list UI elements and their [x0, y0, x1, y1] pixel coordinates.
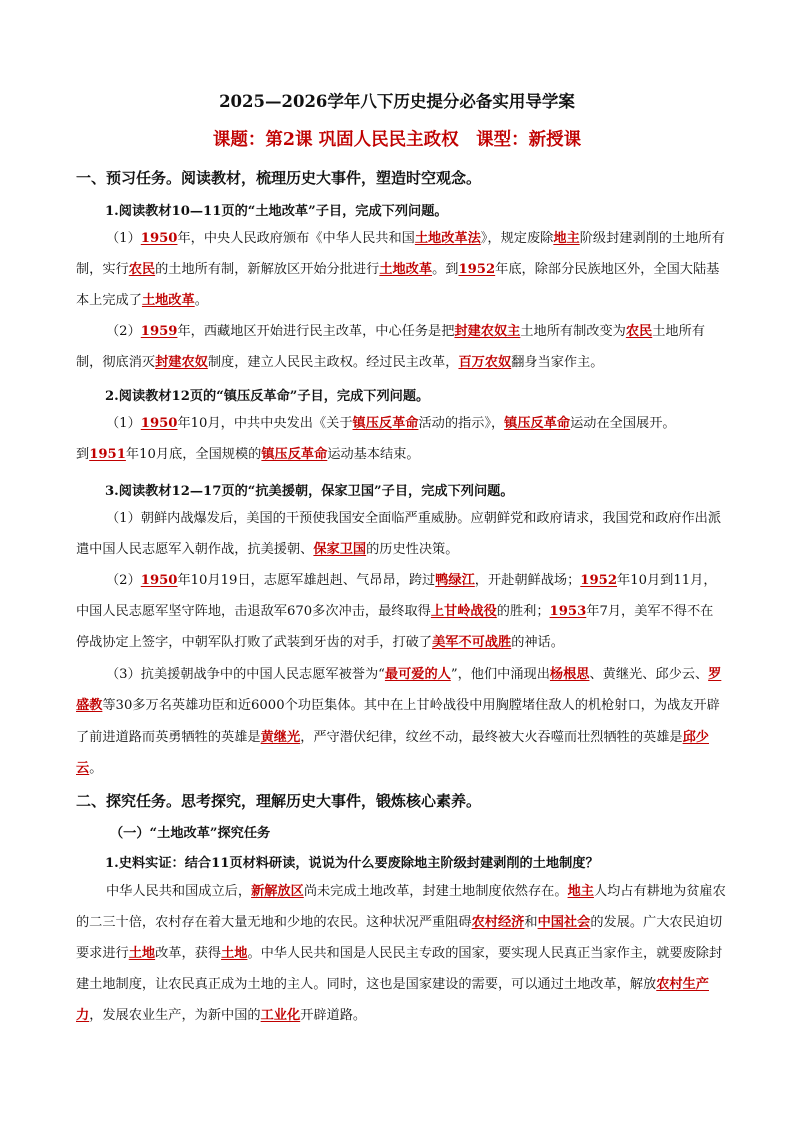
paragraph-korean-war-battles	[76, 565, 726, 658]
paragraph-text: ，严守潜伏纪律，纹丝不动，最终被大火吞噬而壮烈牺牲的英雄是	[300, 729, 683, 745]
answer-text: 中国社会	[537, 915, 591, 930]
paragraph-text: 年10月，中共中央发出《关于	[177, 416, 353, 431]
answer-text: 封建农奴主	[454, 324, 521, 339]
paragraph-text: 年10月19日，志愿军雄赳赳、气昂昂，跨过	[177, 573, 436, 588]
subsection-land-reform-inquiry: （一）“土地改革”探究任务	[110, 826, 271, 841]
document-title: 2025—2026学年八下历史提分必备实用导学案	[219, 92, 575, 111]
paragraph-text: 的土地所有制，新解放区开始分批进行	[155, 262, 380, 277]
paragraph-text: 制度，建立人民民主政权。经过民主改革，	[207, 355, 459, 370]
answer-text: 1950	[140, 416, 178, 431]
answer-text: 1950	[140, 573, 178, 588]
paragraph-text: （1）	[106, 231, 141, 246]
paragraph-text: 等30多万名英雄功臣和近6000个功臣集体。其中在上甘岭战役中用胸膛堵住敌人的机枪射口，为战友开辟了前进道路而英勇牺牲的英雄是	[76, 698, 720, 745]
question-suppress-counterrevolution: 2.阅读教材12页的“镇压反革命”子目，完成下列问题。	[105, 389, 430, 404]
paragraph-inquiry-answer	[76, 876, 726, 1031]
paragraph-text: 年10月底，全国规模的	[125, 447, 262, 462]
paragraph-text: 人均占有耕地为贫雇农的二三十倍，农村存在着大量无地和少地的农民。这种状况严重阻碍	[76, 884, 726, 930]
paragraph-text: 的胜利；	[496, 604, 550, 619]
answer-text: 农民	[128, 262, 156, 277]
paragraph-text: 年10月到11月，中国人民志愿军坚守阵地，击退敌军670多次冲击，最终取得	[76, 573, 717, 619]
paragraph-text: 到	[76, 447, 90, 462]
paragraph-land-reform-1	[76, 223, 726, 316]
paragraph-text: ，开赴朝鲜战场；	[474, 573, 581, 588]
answer-text: 土地	[128, 946, 156, 961]
paragraph-text: 的发展。广大农民迫切要求进行	[76, 915, 723, 961]
paragraph-text: 。到	[432, 262, 459, 277]
inquiry-question: 1.史料实证：结合11页材料研读，说说为什么要废除地主阶级封建剥削的土地制度？	[105, 856, 599, 871]
paragraph-korean-war-decision	[76, 503, 726, 565]
paragraph-volunteer-heroes	[76, 659, 726, 784]
paragraph-text: 的神话。	[511, 635, 564, 650]
paragraph-text: 运动基本结束。	[327, 447, 420, 462]
paragraph-text: 。中华人民共和国是人民民主专政的国家，要实现人民真正当家作主，就要废除封建土地制度，让农民真正成为土地的主人。同时，这也是国家建设的需要，可以通过土地改革，解放	[76, 946, 723, 992]
answer-text: 1959	[140, 324, 178, 339]
answer-text: 罗盛教	[76, 667, 722, 714]
answer-text: 土地	[221, 946, 248, 961]
paragraph-text: 和	[524, 915, 538, 930]
answer-text: 鸭绿江	[435, 573, 475, 588]
answer-text: 镇压反革命	[261, 447, 328, 462]
paragraph-text: ，发展农业生产，为新中国的	[89, 1008, 261, 1023]
answer-text: 1952	[580, 573, 618, 588]
paragraph-text: 阶级封建剥削的土地所有制，实行	[76, 231, 725, 277]
lesson-subtitle: 课题：第2课 巩固人民民主政权 课型：新授课	[212, 130, 582, 150]
paragraph-tibet-reform	[76, 316, 726, 378]
answer-text: 土地改革法	[414, 231, 481, 246]
paragraph-text: （2）	[106, 324, 141, 339]
paragraph-text: 》，规定废除	[480, 231, 554, 246]
paragraph-text: 、黄继光、邱少云、	[589, 667, 709, 682]
paragraph-suppression-end	[76, 439, 726, 470]
answer-text: 1953	[549, 604, 587, 619]
answer-text: 1951	[89, 447, 126, 462]
paragraph-text: 的历史性决策。	[366, 542, 459, 557]
paragraph-text: 改革，获得	[155, 946, 222, 961]
paragraph-text: 年，中央人民政府颁布《中华人民共和国	[177, 231, 415, 246]
paragraph-text: （3）抗美援朝战争中的中国人民志愿军被誉为“	[106, 667, 385, 682]
section-heading-inquiry: 二、探究任务。思考探究，理解历史大事件，锻炼核心素养。	[76, 792, 482, 810]
paragraph-text: 土地所有制改变为	[520, 324, 626, 339]
answer-text: 杨根思	[549, 667, 590, 682]
answer-text: 上甘岭战役	[430, 604, 497, 619]
answer-text: 封建农奴	[155, 355, 208, 370]
answer-text: 1950	[140, 231, 178, 246]
answer-text: 镇压反革命	[504, 416, 571, 431]
paragraph-text: 年，西藏地区开始进行民主改革，中心任务是把	[177, 324, 455, 339]
answer-text: 农民	[625, 324, 653, 339]
paragraph-suppression-start	[76, 408, 726, 439]
paragraph-text: 翻身当家作主。	[511, 355, 604, 370]
answer-text: 工业化	[260, 1008, 301, 1023]
paragraph-text: 开辟道路。	[300, 1008, 367, 1023]
paragraph-text: （1）	[106, 416, 141, 431]
paragraph-text: 土地所有制，彻底消灭	[76, 324, 705, 370]
answer-text: 黄继光	[260, 729, 301, 745]
answer-text: 地主	[553, 231, 580, 246]
answer-text: 美军不可战胜	[432, 635, 512, 650]
answer-text: 最可爱的人	[384, 667, 451, 682]
answer-text: 邱少云	[76, 729, 709, 776]
paragraph-text: 。	[194, 293, 208, 308]
paragraph-text: 年底，除部分民族地区外，全国大陆基本上完成了	[76, 262, 720, 308]
answer-text: 土地改革	[141, 293, 195, 308]
paragraph-text: 运动在全国展开。	[570, 416, 676, 431]
question-land-reform: 1.阅读教材10—11页的“土地改革”子目，完成下列问题。	[105, 204, 448, 219]
paragraph-text: （1）朝鲜内战爆发后，美国的干预使我国安全面临严重威胁。应朝鲜党和政府请求，我国党和政府作出派遣中国人民志愿军入朝作战，抗美援朝、	[76, 511, 722, 557]
paragraph-text: 年7月，美军不得不在停战协定上签字，中朝军队打败了武装到牙齿的对手，打破了	[76, 604, 714, 650]
answer-text: 农村生产力	[76, 977, 709, 1023]
paragraph-text: 中华人民共和国成立后，	[106, 884, 252, 899]
paragraph-text: 。	[89, 760, 103, 776]
section-heading-preview: 一、预习任务。阅读教材，梳理历史大事件，塑造时空观念。	[76, 169, 482, 187]
answer-text: 土地改革	[379, 262, 433, 277]
answer-text: 地主	[567, 884, 594, 899]
answer-text: 镇压反革命	[352, 416, 419, 431]
question-resist-america: 3.阅读教材12—17页的“抗美援朝，保家卫国”子目，完成下列问题。	[105, 484, 514, 499]
paragraph-text: （2）	[106, 573, 141, 588]
answer-text: 农村经济	[471, 915, 525, 930]
answer-text: 保家卫国	[313, 542, 367, 557]
answer-text: 1952	[458, 262, 496, 277]
paragraph-text: 尚未完成土地改革，封建土地制度依然存在。	[303, 884, 568, 899]
paragraph-text: ”，他们中涌现出	[450, 667, 550, 682]
answer-text: 新解放区	[251, 884, 304, 899]
answer-text: 百万农奴	[458, 355, 512, 370]
paragraph-text: 活动的指示》，	[418, 416, 505, 431]
